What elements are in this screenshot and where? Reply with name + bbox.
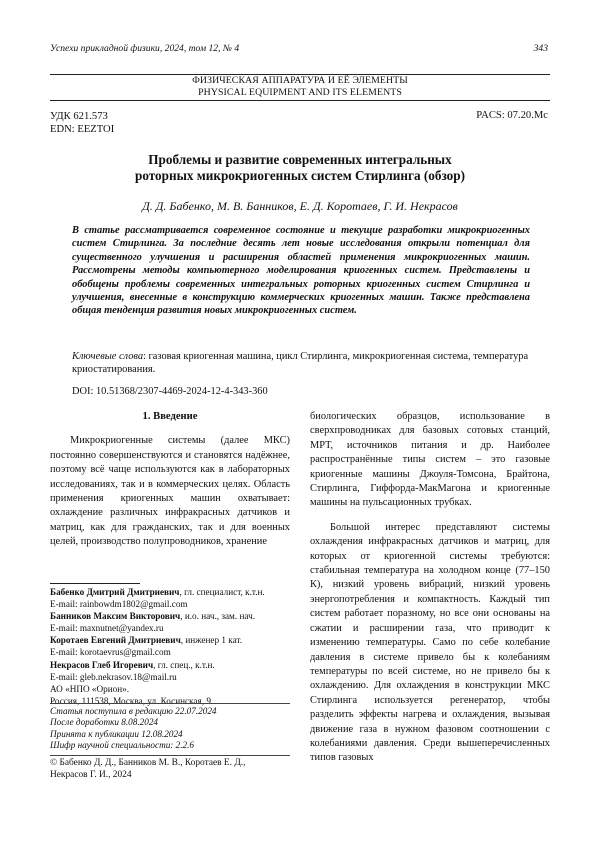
abstract: В статье рассматривается современное состояние и текущие разработки микрокриогенных систем Стирлинга. За последние десять лет новые исследования открыли потенциал для существенного улучшения и расширения областей применения микрокриогенных машин. Рассмотрены методы компьютерного моделирования криогенных систем. Представлены и обобщены проблемы современных интегральных роторных криогенных систем Стирлинга и улучшения, внесенные в конструкцию коммерческих криогенных машин. Также представлена общая тенденция развития новых микрокриогенных систем. <box>72 225 530 317</box>
keywords <box>72 350 530 377</box>
author-1-email[interactable]: E-mail: rainbowdm1802@gmail.com <box>50 599 188 610</box>
author-4-info <box>50 659 290 671</box>
author-list: Д. Д. Бабенко, М. В. Банников, Е. Д. Коротаев, Г. И. Некрасов <box>142 199 458 213</box>
specialty-code: Шифр научной специальности: 2.2.6 <box>50 740 195 751</box>
author-3-info <box>50 634 290 646</box>
body-left-column <box>50 410 290 550</box>
author-3-role: , инженер 1 кат. <box>180 635 243 646</box>
copyright-line-2: Некрасов Г. И., 2024 <box>50 770 132 780</box>
copyright-line-1: © Бабенко Д. Д., Банников М. В., Коротаев Е. Д., <box>50 758 246 768</box>
author-2-info <box>50 610 290 622</box>
dates-rule <box>50 703 290 704</box>
author-3-email[interactable]: E-mail: korotaevrus@gmail.com <box>50 647 171 658</box>
rubric-ru: ФИЗИЧЕСКАЯ АППАРАТУРА И ЕЁ ЭЛЕМЕНТЫ <box>192 75 408 86</box>
article-title <box>100 152 500 184</box>
author-2-email[interactable]: E-mail: maxnutnet@yandex.ru <box>50 623 164 634</box>
copyright <box>50 757 290 781</box>
intro-paragraph-1: Микрокриогенные системы (далее МКС) постоянно совершенствуются и становятся надёжнее, поэтому всё чаще используются как в лабораторных исследованиях, так и в коммерческих целях. Область применения криогенных машин охватывает: охлаждение различных инфракрасных датчиков и матриц, как для гражданских, так и для военных целей, производство полупроводников, хранение <box>50 435 290 548</box>
date-accepted: Принята к публикации 12.08.2024 <box>50 728 183 739</box>
doi[interactable]: DOI: 10.51368/2307-4469-2024-12-4-343-360 <box>72 386 268 397</box>
date-revised: После доработки 8.08.2024 <box>50 717 159 728</box>
author-1-name: Бабенко Дмитрий Дмитриевич <box>50 587 180 597</box>
article-dates <box>50 706 290 752</box>
author-3-name: Коротаев Евгений Дмитриевич <box>50 635 181 646</box>
page-number: 343 <box>533 43 548 54</box>
author-4-name: Некрасов Глеб Игоревич <box>50 659 154 670</box>
edn-code: EDN: EEZTOI <box>50 124 115 135</box>
author-2-role: , и.о. нач., зам. нач. <box>180 611 256 622</box>
date-received: Статья поступила в редакцию 22.07.2024 <box>50 706 217 716</box>
author-4-email[interactable]: E-mail: gleb.nekrasov.18@mail.ru <box>50 671 177 682</box>
organization-address: Россия, 111538, Москва, ул. Косинская, 9. <box>50 695 214 706</box>
rubric-en: PHYSICAL EQUIPMENT AND ITS ELEMENTS <box>198 87 402 98</box>
author-4-role: , гл. спец., к.т.н. <box>153 659 215 670</box>
copyright-rule <box>50 755 290 756</box>
author-1-info <box>50 586 290 598</box>
organization: АО «НПО «Орион». <box>50 683 130 694</box>
keywords-label: Ключевые слова <box>72 351 144 362</box>
author-2-name: Банников Максим Викторович <box>50 611 181 622</box>
section-heading-introduction: 1. Введение <box>142 411 198 422</box>
intro-paragraph-1-continued: биологических образцов, использование в сверхпроводниках для базовых сотовых станций, МРТ, источников питания и др. Наиболее распространённые типы систем – это газовые криогенные машины Джоуля-Томсона, Брайтона, Стирлинга, Гиффорда-МакМагона и криогенные машины на пульсационных трубках. <box>310 411 550 509</box>
title-line-1: Проблемы и развитие современных интегральных <box>148 152 452 167</box>
author-1-role: , гл. специалист, к.т.н. <box>179 587 265 597</box>
title-line-2: роторных микрокриогенных систем Стирлинга (обзор) <box>135 168 465 183</box>
author-footnotes <box>50 586 290 707</box>
running-header-journal: Успехи прикладной физики, 2024, том 12, № 4 <box>50 43 240 54</box>
udk-code: УДК 621.573 <box>50 111 108 122</box>
body-right-column <box>310 410 550 766</box>
pacs-code: PACS: 07.20.Mc <box>476 110 548 121</box>
footnote-rule <box>50 583 140 584</box>
intro-paragraph-2: Большой интерес представляют системы охлаждения инфракрасных датчиков и матриц, для которых от криогенной системы требуются: стабильная температура на холодном конце (77–150 К), низкий уровень вибраций, низкий уровень энергопотребления и компактность. Каждый тип систем работает поразному, но все они основаны на сжатии и расширении газа, что приводит к изменению температуры. Само по себе колебание давления в системе привело бы к колебаниям температуры по всей системе, но не привело бы к охлаждению. Для охлаждения в конструкции МКС Стирлинга используется регенератор, чтобы разделить эффекты нагрева и охлаждения, вызывая движение газа в нужном фазовом соотношении с колебаниями давления. Среди вышеперечисленных типов газовых <box>310 521 550 764</box>
classification-block <box>50 110 114 136</box>
rubric-bottom-rule <box>50 100 550 101</box>
keywords-text: : газовая криогенная машина, цикл Стирлинга, микрокриогенная система, температура криостатирования. <box>72 351 529 376</box>
